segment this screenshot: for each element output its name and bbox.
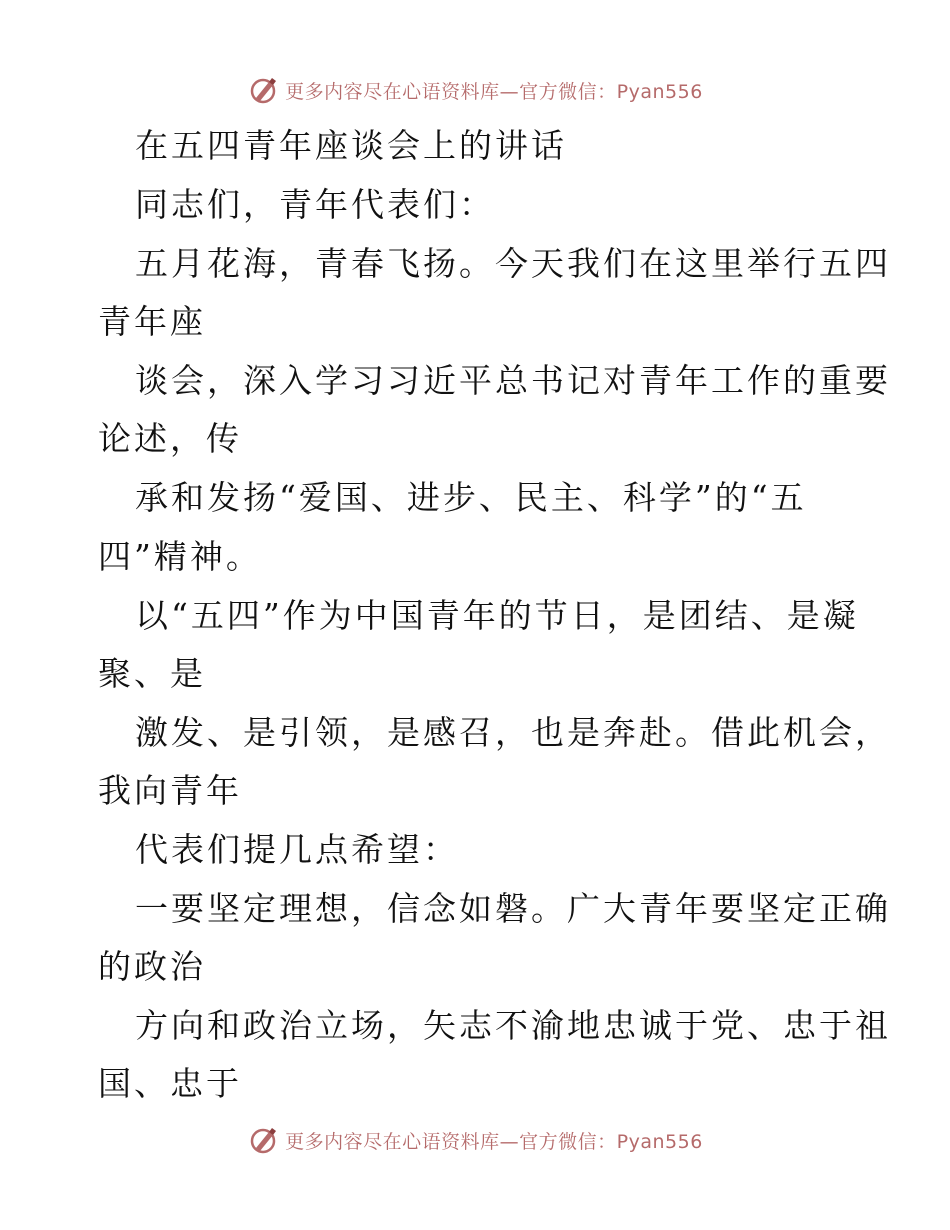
watermark-text: 更多内容尽在心语资料库—官方微信：Pyan556 <box>285 80 703 103</box>
watermark-text: 更多内容尽在心语资料库—官方微信：Pyan556 <box>285 1130 703 1153</box>
paragraph-line: 我向青年 <box>98 771 242 810</box>
paragraph-line: 代表们提几点希望： <box>135 830 459 869</box>
paragraph-line: 五月花海，青春飞扬。今天我们在这里举行五四 <box>135 244 891 283</box>
paragraph-line: 青年座 <box>98 302 206 341</box>
footer-watermark <box>0 1120 950 1160</box>
paragraph-line: 的政治 <box>98 947 206 986</box>
paragraph-line: 承和发扬“爱国、进步、民主、科学”的“五 <box>135 478 807 517</box>
paragraph-line: 四”精神。 <box>98 537 262 576</box>
paragraph-line: 论述，传 <box>98 419 242 458</box>
paragraph-line: 方向和政治立场，矢志不渝地忠诚于党、忠于祖 <box>135 1006 891 1045</box>
paragraph-line: 谈会，深入学习习近平总书记对青年工作的重要 <box>135 361 891 400</box>
paragraph-line: 以“五四”作为中国青年的节日，是团结、是凝 <box>135 596 859 635</box>
pen-circle-logo-icon <box>247 1124 279 1156</box>
paragraph-line: 激发、是引领，是感召，也是奔赴。借此机会， <box>135 713 891 752</box>
paragraph-line: 国、忠于 <box>98 1064 242 1103</box>
salutation: 同志们，青年代表们： <box>135 185 495 224</box>
document-title: 在五四青年座谈会上的讲话 <box>135 126 567 165</box>
paragraph-line: 聚、是 <box>98 654 206 693</box>
header-watermark <box>0 70 950 110</box>
paragraph-line: 一要坚定理想，信念如磐。广大青年要坚定正确 <box>135 889 891 928</box>
pen-circle-logo-icon <box>247 74 279 106</box>
